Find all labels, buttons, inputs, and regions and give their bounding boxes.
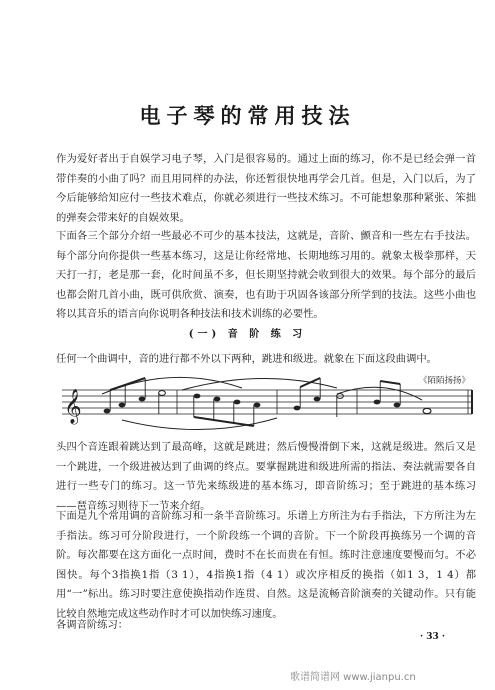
svg-text:𝄞: 𝄞 [64, 389, 82, 424]
scale-list-heading: 各调音阶练习： [56, 619, 129, 631]
leap-step-paragraph: 头四个音连跟着跳达到了最高峰，这就是跳进；然后慢慢滑倒下来，这就是级进。然后又是一个跳进，一个级进被达到了曲调的终点。要掌握跳进和级进所需的指法、奏法就需要各自进行一些专门的练习。这一节先来练级进的基本练习，即音阶练习；至于跳进的基本练习——琶音练习则待下一节来介绍。 [56, 441, 476, 512]
section-heading: (一) 音 阶 练 习 [188, 329, 307, 340]
page-number: · 33 · [420, 632, 446, 642]
staff-title: 《陌陌扬扬》 [418, 376, 470, 386]
scale-practice-paragraph: 下面是九个常用调的音阶练习和一条半音阶练习。乐谱上方所注为右手指法，下方所注为左手指法。练习可分阶段进行，一个阶段练一个调的音阶。下一个阶段再换练另一个调的音阶。每次都要在这方面化一点时间，费时不在长而贵在有恒。练时注意速度要慢而匀。不必图快。每个3指换1指（3 1），4指换1指（4 1）或次序相反的换指（如1 3，1 4）都用“一”标出。练习时要注意使换指动作连贯、自然。这是流畅音阶演奏的关键动作。只有能比较自然地完成这些动作时才可以加快练习速度。 [56, 510, 476, 620]
overview-paragraph: 下面各三个部分介绍一些最必不可少的基本技法，这就是，音阶、颤音和一些左右手技法。每个部分向你提供一些基本练习，这是让你经常地、长期地练习用的。就象太极拳那样，天天打一打，老是那一套，化时间虽不多，但长期坚持就会收到很大的效果。每个部分的最后也都会附几首小曲，既可供欣赏、演奏，也有助于巩固各该部分所学到的技法。这些小曲也将以其音乐的语言向你说明各种技法和技术训练的必要性。 [56, 230, 476, 320]
page-title: 电子琴的常用技法 [139, 103, 356, 128]
music-staff-example [62, 370, 482, 440]
intro-paragraph: 作为爱好者出于自娱学习电子琴，入门是很容易的。通过上面的练习，你不是已经会弹一首带伴奏的小曲了吗？而且用同样的办法，你还暂很快地再学会几首。但是，入门以后，为了今后能够给知应付一些技术难点，你就必须进行一些技术练习。不可能想象那种紧张、笨拙的弹奏会带来好的自娱效果。 [56, 153, 476, 224]
melody-intro-paragraph: 任何一个曲调中，音的进行都不外以下两种，跳进和级进。就象在下面这段曲调中。 [56, 353, 437, 365]
watermark: 歌谱简谱网 www.jianpu.cn [290, 672, 416, 683]
